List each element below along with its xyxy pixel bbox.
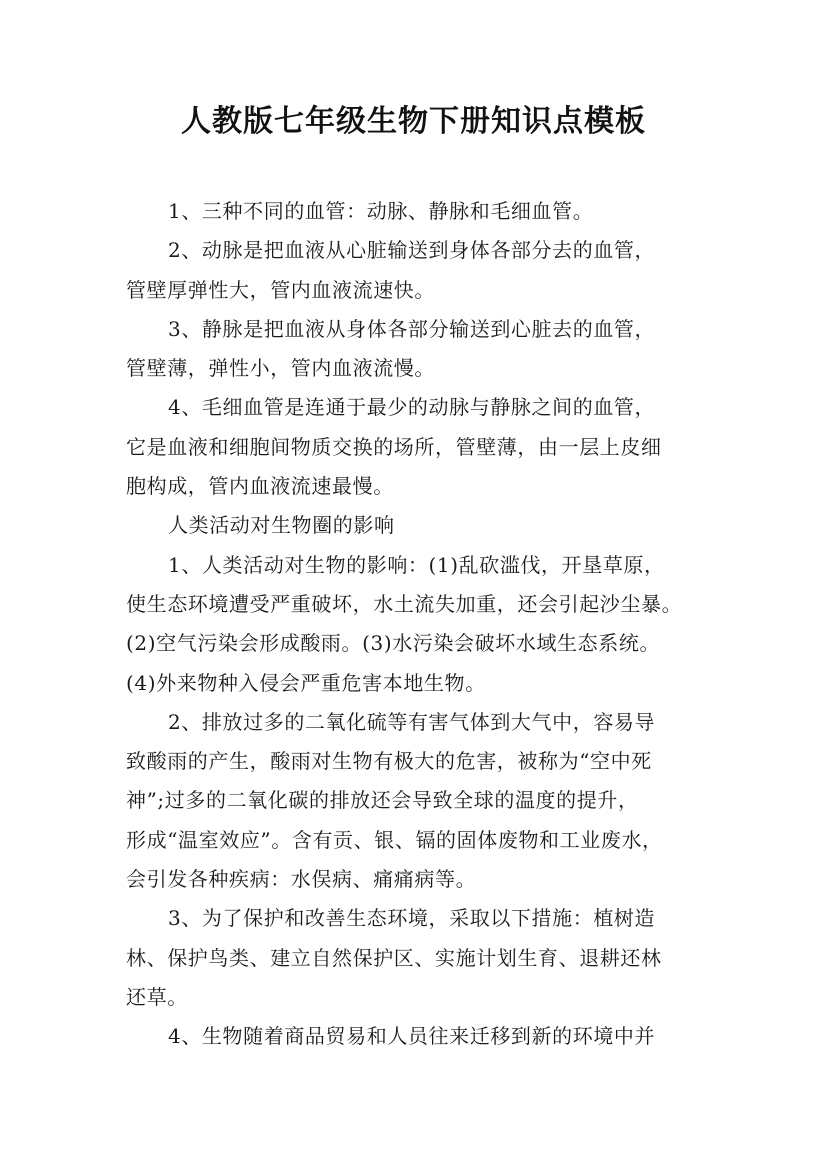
document-body	[126, 192, 716, 1057]
text-line: 1、人类活动对生物的影响：(1)乱砍滥伐，开垦草原，	[168, 552, 665, 577]
text-line: 会引发各种疾病：水俣病、痛痛病等。	[126, 867, 477, 892]
text-line: 形成“温室效应”。含有贡、银、镉的固体废物和工业废水，	[126, 827, 663, 852]
text-line: (2)空气污染会形成酸雨。(3)水污染会破坏水域生态系统。	[126, 631, 661, 656]
text-line: 4、毛细血管是连通于最少的动脉与静脉之间的血管，	[168, 395, 656, 420]
text-line: 还草。	[126, 984, 188, 1009]
text-line: 2、动脉是把血液从心脏输送到身体各部分去的血管，	[168, 238, 656, 263]
text-line: 使生态环境遭受严重破坏，水土流失加重，还会引起沙尘暴。	[126, 591, 683, 616]
text-line: 林、保护鸟类、建立自然保护区、实施计划生育、退耕还林	[126, 945, 662, 970]
text-line: 3、静脉是把血液从身体各部分输送到心脏去的血管，	[168, 316, 656, 341]
text-line: 神”;过多的二氧化碳的排放还会导致全球的温度的提升，	[126, 788, 639, 813]
text-line: 3、为了保护和改善生态环境，采取以下措施：植树造	[168, 906, 656, 931]
text-line: 1、三种不同的血管：动脉、静脉和毛细血管。	[168, 199, 594, 223]
text-line: 致酸雨的产生，酸雨对生物有极大的危害，被称为“空中死	[126, 749, 652, 774]
text-line: 胞构成，管内血液流速最慢。	[126, 474, 394, 499]
text-line: 人类活动对生物圈的影响	[168, 513, 395, 538]
text-line: 2、排放过多的二氧化硫等有害气体到大气中，容易导	[168, 709, 656, 734]
text-line: 它是血液和细胞间物质交换的场所，管壁薄，由一层上皮细	[126, 434, 662, 459]
text-line: 管壁薄，弹性小，管内血液流慢。	[126, 356, 435, 381]
document-title: 人教版七年级生物下册知识点模板	[181, 104, 646, 139]
text-line: 4、生物随着商品贸易和人员往来迁移到新的环境中并	[168, 1024, 656, 1049]
text-line: (4)外来物种入侵会严重危害本地生物。	[126, 670, 486, 695]
text-line: 管壁厚弹性大，管内血液流速快。	[126, 277, 435, 302]
